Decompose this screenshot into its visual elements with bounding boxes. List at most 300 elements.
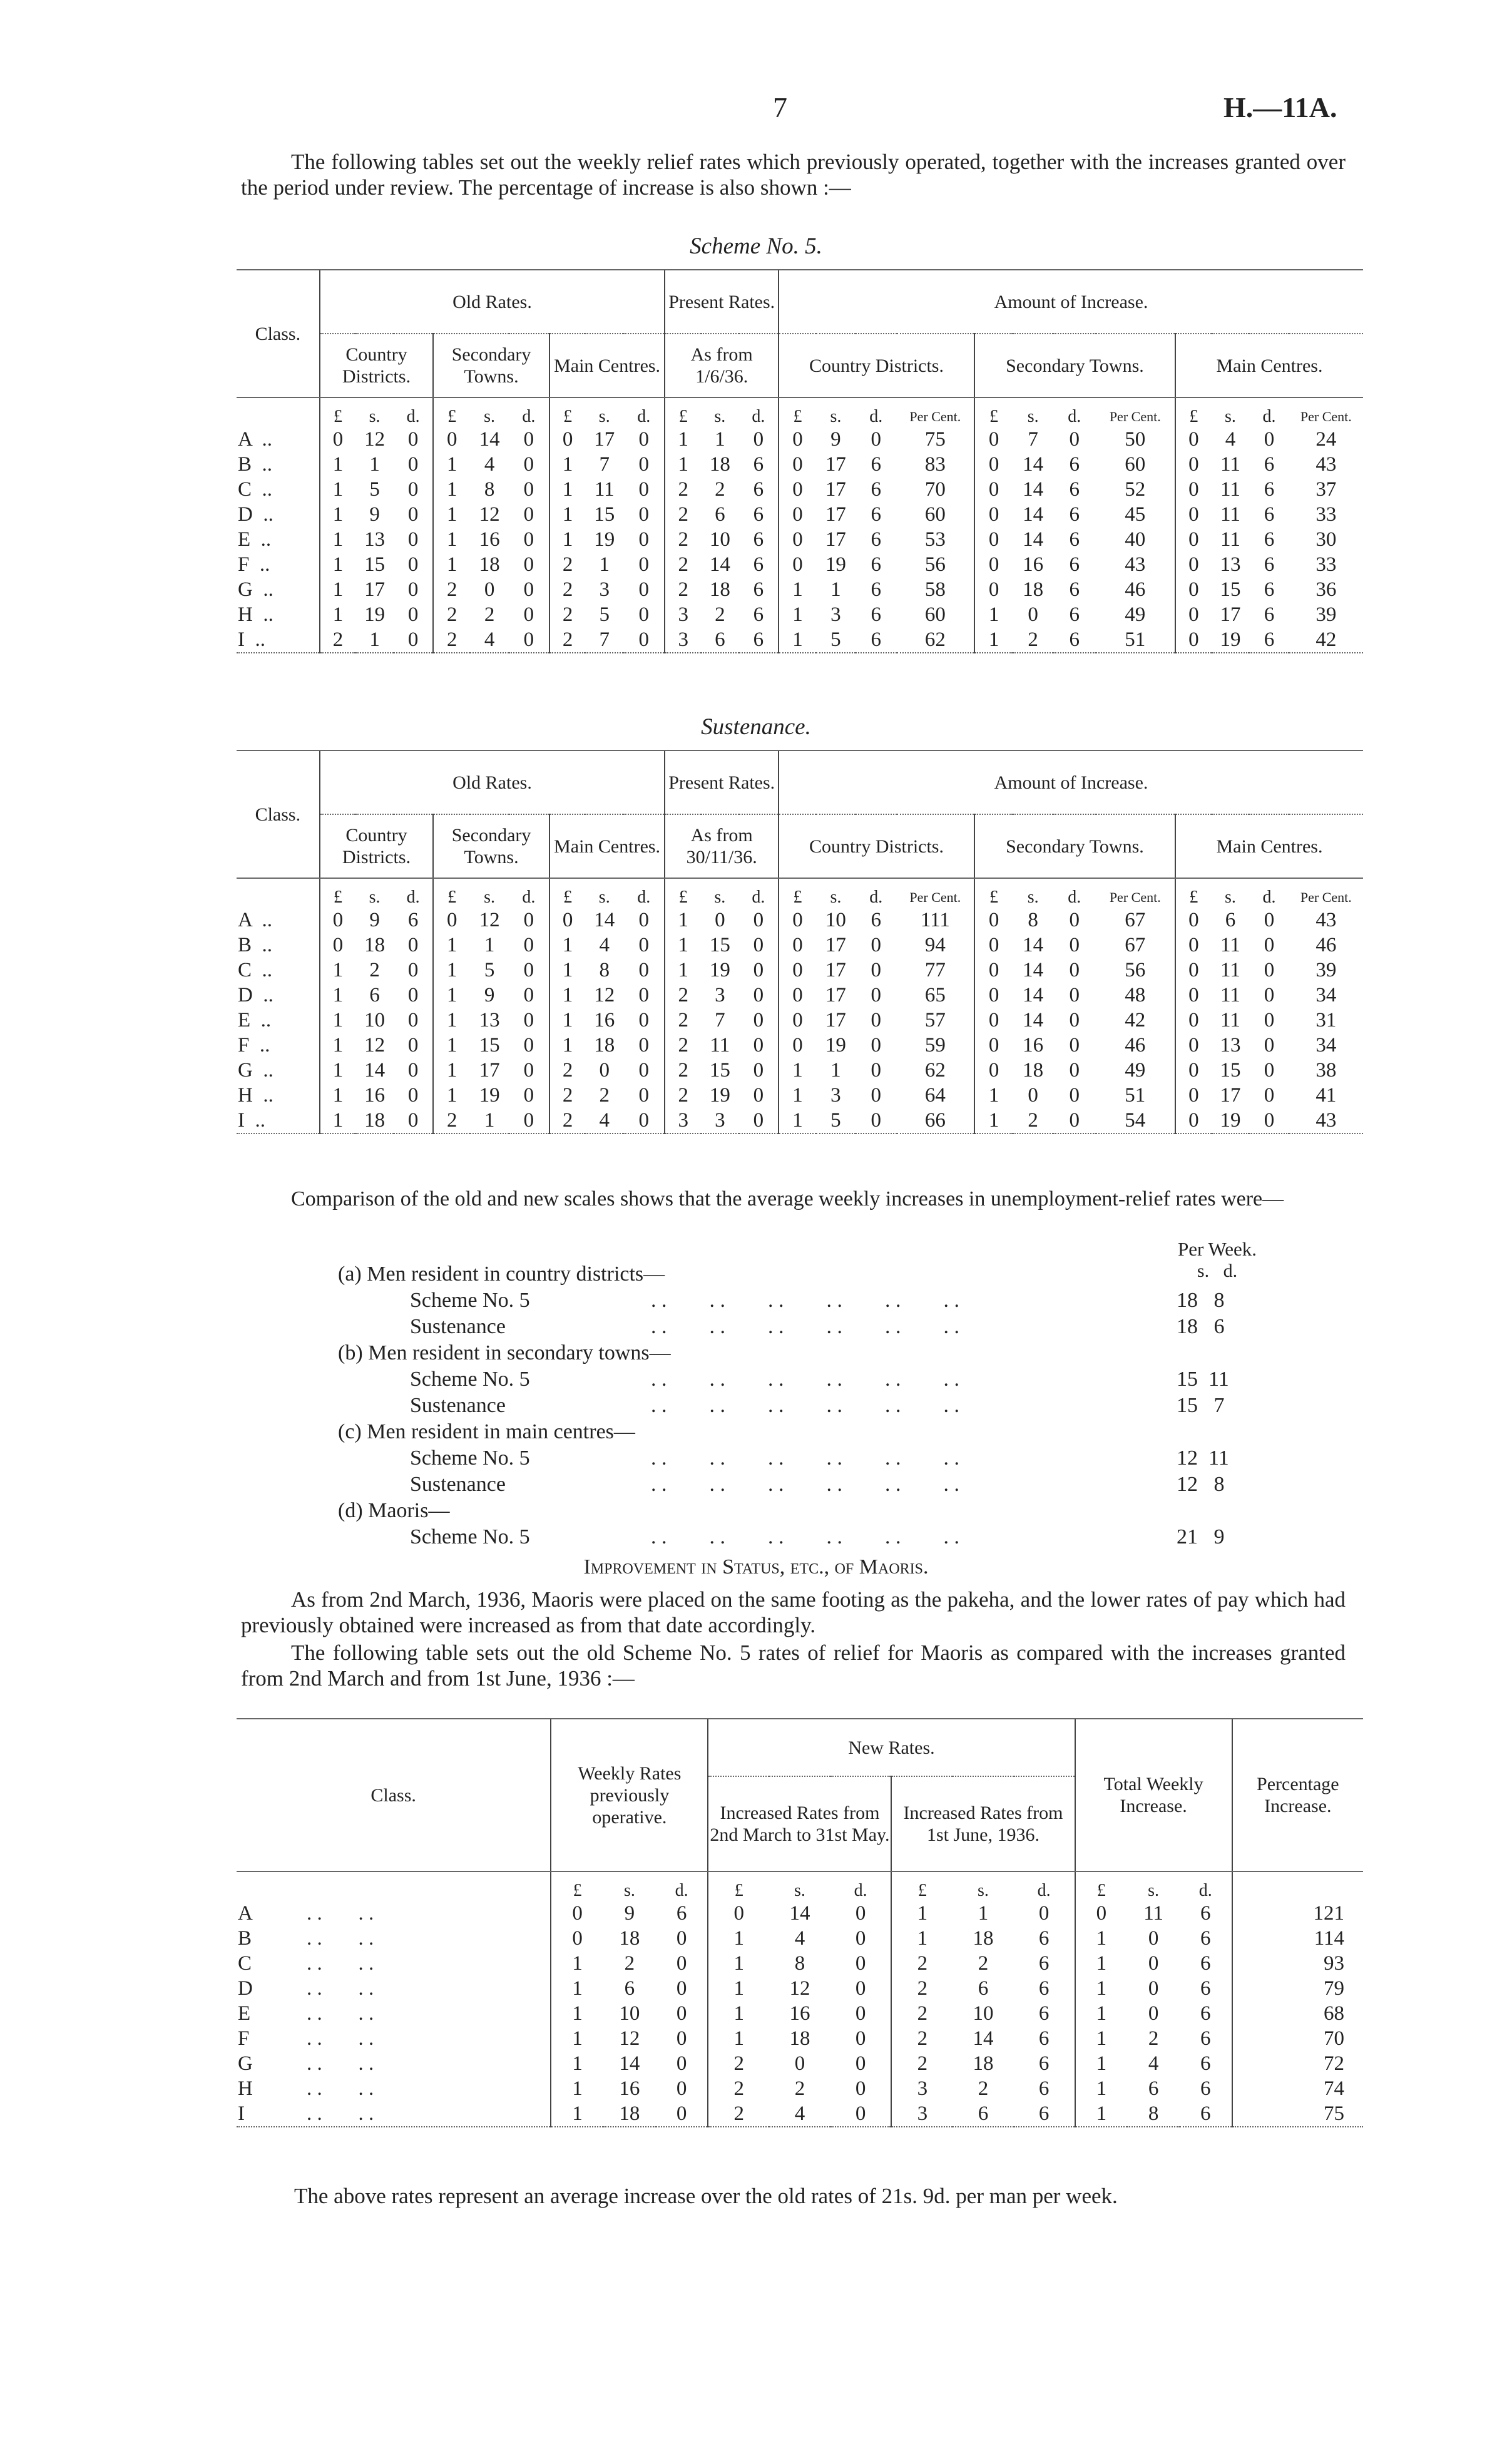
shilling-unit: s. <box>978 1881 989 1900</box>
money-cell: 13 <box>1220 1034 1241 1057</box>
percent-unit: Per Cent. <box>909 889 961 905</box>
comparison-value: 12 11 <box>1177 1446 1229 1470</box>
money-cell: 1 <box>320 502 356 527</box>
pence-unit: d. <box>637 407 651 426</box>
percent-cell: 42 <box>1125 1009 1146 1031</box>
money-cell: 0 <box>1175 933 1212 958</box>
money-cell: 1 <box>665 452 701 477</box>
money-cell: 6 <box>1264 603 1275 626</box>
table-row <box>237 983 1363 1008</box>
money-cell: 5 <box>816 1108 856 1134</box>
money-cell: 0 <box>638 1034 649 1057</box>
money-cell: 1 <box>355 627 394 653</box>
money-cell: 2 <box>978 2077 989 2100</box>
money-cell: 0 <box>320 427 356 452</box>
comparison-line <box>338 1498 1277 1524</box>
money-cell: 3 <box>665 627 701 653</box>
class-letter: E <box>238 528 251 551</box>
money-cell: 6 <box>1249 627 1289 653</box>
leader-dots: . . . . <box>307 2102 374 2125</box>
percent-unit: Per Cent. <box>1109 409 1161 424</box>
document-reference: H.—11A. <box>1223 91 1337 123</box>
money-cell: 0 <box>1175 958 1212 983</box>
header-row <box>237 334 1363 397</box>
percent-cell: 75 <box>924 428 946 451</box>
money-cell: 11 <box>1220 453 1240 476</box>
money-cell: 6 <box>1264 578 1275 601</box>
money-cell: 2 <box>433 1108 470 1134</box>
money-cell: 0 <box>638 959 649 981</box>
money-cell: 0 <box>753 1059 764 1082</box>
money-cell: 1 <box>779 602 816 627</box>
old-main-header: Main Centres. <box>549 814 665 878</box>
money-cell: 14 <box>789 1902 810 1925</box>
sd-label: s. d. <box>1197 1261 1238 1281</box>
money-cell: 2 <box>665 577 701 602</box>
money-cell: 18 <box>1023 1059 1044 1082</box>
money-cell: 10 <box>364 1009 386 1031</box>
money-cell: 12 <box>789 1977 810 2000</box>
money-cell: 6 <box>871 453 882 476</box>
money-cell: 14 <box>1023 478 1044 501</box>
class-letter: B <box>238 453 252 476</box>
shilling-unit: s. <box>369 407 381 426</box>
money-cell: 0 <box>523 603 534 626</box>
comparison-value: 18 6 <box>1177 1315 1225 1338</box>
percent-cell: 46 <box>1315 934 1337 956</box>
money-cell: 3 <box>599 578 610 601</box>
money-cell: 1 <box>665 908 701 933</box>
money-cell: 0 <box>779 527 816 552</box>
as-from-header: As from 1/6/36. <box>665 334 779 397</box>
money-cell: 0 <box>974 983 1013 1008</box>
money-cell: 1 <box>320 1058 356 1083</box>
money-cell: 0 <box>599 1059 610 1082</box>
class-label <box>237 602 320 627</box>
comparison-line <box>338 1445 1277 1471</box>
money-cell: 11 <box>1220 478 1240 501</box>
money-cell: 14 <box>1023 528 1044 551</box>
money-cell: 1 <box>320 452 356 477</box>
money-cell: 3 <box>830 1084 841 1107</box>
money-cell: 0 <box>509 1108 549 1134</box>
leader-dots: .. <box>252 428 273 451</box>
shilling-unit: s. <box>598 407 610 426</box>
money-cell: 0 <box>1175 602 1212 627</box>
money-cell: 0 <box>871 1034 882 1057</box>
money-cell: 0 <box>638 1059 649 1082</box>
percent-cell: 66 <box>897 1108 974 1134</box>
money-cell: 6 <box>1225 909 1236 931</box>
inc-secondary-header: Secondary Towns. <box>974 814 1175 878</box>
money-cell: 0 <box>320 908 356 933</box>
money-cell: 18 <box>355 1108 394 1134</box>
money-cell: 6 <box>1069 578 1080 601</box>
percent-cell: 60 <box>924 503 946 526</box>
money-cell: 17 <box>825 934 846 956</box>
leader-dots: .. <box>250 528 272 551</box>
money-cell: 6 <box>701 627 739 653</box>
percent-cell: 34 <box>1315 1034 1337 1057</box>
class-letter: I <box>238 628 245 651</box>
money-cell: 2 <box>708 2076 769 2101</box>
money-cell: 1 <box>1075 2051 1128 2076</box>
money-cell: 7 <box>585 627 623 653</box>
class-label <box>237 958 320 983</box>
money-cell: 0 <box>638 603 649 626</box>
money-cell: 0 <box>1069 1034 1080 1057</box>
money-cell: 14 <box>1023 959 1044 981</box>
money-cell: 0 <box>794 2052 805 2075</box>
old-secondary-header: Secondary Towns. <box>433 334 549 397</box>
money-cell: 0 <box>407 1084 419 1107</box>
money-cell: 14 <box>594 909 615 931</box>
money-cell: 1 <box>484 934 495 956</box>
money-cell: 0 <box>871 1059 882 1082</box>
money-cell: 2 <box>665 477 701 502</box>
maori-rates-table <box>237 1718 1363 2127</box>
money-cell: 0 <box>638 453 649 476</box>
money-cell: 1 <box>665 933 701 958</box>
percent-cell: 72 <box>1232 2051 1363 2076</box>
money-cell: 19 <box>364 603 386 626</box>
money-cell: 1 <box>974 1083 1013 1108</box>
money-cell: 6 <box>1014 2101 1075 2127</box>
money-cell: 12 <box>619 2027 640 2050</box>
money-cell: 17 <box>364 578 386 601</box>
leader-dots: . . . . <box>307 1952 374 1975</box>
pound-unit: £ <box>708 1871 769 1901</box>
shilling-unit: s. <box>794 1881 805 1900</box>
pound-unit: £ <box>433 397 470 427</box>
class-letter: E <box>238 2002 251 2025</box>
money-cell: 6 <box>753 553 764 576</box>
money-cell: 6 <box>1069 603 1080 626</box>
shilling-unit: s. <box>623 1881 635 1900</box>
leader-dots: .. <box>252 1059 273 1082</box>
class-label <box>237 1926 551 1951</box>
leader-dots: .. <box>250 1009 272 1031</box>
inc-country-header: Country Districts. <box>779 814 974 878</box>
money-cell: 4 <box>599 934 610 956</box>
money-cell: 0 <box>753 984 764 1006</box>
increase-header: Amount of Increase. <box>779 270 1363 334</box>
money-cell: 5 <box>816 627 856 653</box>
comparison-line <box>338 1524 1277 1550</box>
new-rates-header: New Rates. <box>708 1719 1075 1776</box>
shilling-unit: s. <box>484 407 496 426</box>
money-cell: 0 <box>1175 1083 1212 1108</box>
money-cell: 6 <box>1038 2052 1050 2075</box>
money-cell: 1 <box>433 1058 470 1083</box>
money-cell: 3 <box>701 1108 739 1134</box>
money-cell: 12 <box>364 1034 386 1057</box>
table-row <box>237 958 1363 983</box>
class-letter: I <box>238 1109 245 1132</box>
money-cell: 2 <box>978 1952 989 1975</box>
money-cell: 0 <box>974 452 1013 477</box>
money-cell: 2 <box>549 1058 586 1083</box>
shilling-unit: s. <box>1224 888 1236 907</box>
money-cell: 0 <box>638 909 649 931</box>
comparison-line <box>338 1314 1277 1340</box>
class-letter: A <box>238 1902 253 1925</box>
money-cell: 0 <box>1175 427 1212 452</box>
money-cell: 15 <box>364 553 386 576</box>
leader-dots: . . . . . . . . . . . . <box>651 1446 959 1470</box>
percent-cell: 48 <box>1125 984 1146 1006</box>
money-cell: 0 <box>551 1901 603 1926</box>
money-cell: 1 <box>551 2076 603 2101</box>
money-cell: 0 <box>974 427 1013 452</box>
leader-dots: .. <box>252 984 273 1006</box>
percent-cell: 34 <box>1315 984 1337 1006</box>
money-cell: 0 <box>1264 1059 1275 1082</box>
money-cell: 0 <box>1069 428 1080 451</box>
money-cell: 17 <box>1220 1084 1241 1107</box>
money-cell: 0 <box>871 984 882 1006</box>
pound-unit: £ <box>779 397 816 427</box>
shilling-unit: s. <box>484 888 496 907</box>
money-cell: 0 <box>1069 1059 1080 1082</box>
money-cell: 2 <box>549 552 586 577</box>
money-cell: 1 <box>665 427 701 452</box>
money-cell: 0 <box>320 933 356 958</box>
shilling-unit: s. <box>830 888 842 907</box>
money-cell: 0 <box>974 1008 1013 1033</box>
leader-dots: .. <box>245 1109 265 1132</box>
money-cell: 0 <box>974 908 1013 933</box>
leader-dots: .. <box>252 934 273 956</box>
pence-unit: d. <box>869 888 883 907</box>
leader-dots: . . . . <box>307 1902 374 1925</box>
money-cell: 6 <box>624 1977 635 2000</box>
pound-unit: £ <box>974 397 1013 427</box>
money-cell: 15 <box>1220 578 1241 601</box>
money-cell: 6 <box>953 2101 1014 2127</box>
shilling-unit: s. <box>1027 407 1039 426</box>
money-cell: 11 <box>594 478 615 501</box>
money-cell: 4 <box>1225 428 1236 451</box>
comparison-label: Scheme No. 5 <box>410 1525 530 1548</box>
money-cell: 1 <box>320 577 356 602</box>
inc-main-header: Main Centres. <box>1175 814 1363 878</box>
shilling-unit: s. <box>714 888 726 907</box>
money-cell: 1 <box>779 577 816 602</box>
money-cell: 1 <box>974 627 1013 653</box>
money-cell: 14 <box>479 428 500 451</box>
class-label <box>237 1033 320 1058</box>
class-label <box>237 477 320 502</box>
money-cell: 1 <box>433 477 470 502</box>
comparison-label: (a) Men resident in country districts— <box>338 1262 665 1286</box>
leader-dots: .. <box>252 1084 273 1107</box>
percent-cell: 56 <box>1125 959 1146 981</box>
percent-cell: 43 <box>1315 909 1337 931</box>
money-cell: 2 <box>891 2051 953 2076</box>
money-cell: 6 <box>871 553 882 576</box>
table-row <box>237 627 1363 653</box>
money-cell: 16 <box>1023 553 1044 576</box>
money-cell: 0 <box>1175 1108 1212 1134</box>
table1-caption: Scheme No. 5. <box>690 233 822 259</box>
maori-para2: The following table sets out the old Scheme No. 5 rates of relief for Maoris as compared with the increases granted from 2nd March and from 1st June, 1936 :— <box>241 1640 1346 1691</box>
money-cell: 19 <box>1212 1108 1250 1134</box>
class-letter: F <box>238 2027 250 2050</box>
money-cell: 6 <box>856 627 897 653</box>
table-row <box>237 477 1363 502</box>
money-cell: 11 <box>1220 1009 1240 1031</box>
table-row <box>237 452 1363 477</box>
money-cell: 6 <box>871 909 882 931</box>
money-cell: 0 <box>407 1059 419 1082</box>
money-cell: 6 <box>1200 2052 1211 2075</box>
money-cell: 11 <box>1220 959 1240 981</box>
pound-unit: £ <box>433 878 470 908</box>
header-row <box>237 270 1363 334</box>
money-cell: 1 <box>433 958 470 983</box>
units-row <box>237 397 1363 427</box>
money-cell: 2 <box>665 1008 701 1033</box>
pence-unit: d. <box>1037 1881 1051 1900</box>
money-cell: 11 <box>1220 984 1240 1006</box>
money-cell: 0 <box>407 1034 419 1057</box>
money-cell: 1 <box>320 1008 356 1033</box>
money-cell: 0 <box>715 909 725 931</box>
pound-unit: £ <box>320 397 356 427</box>
money-cell: 6 <box>1264 503 1275 526</box>
money-cell: 11 <box>1220 528 1240 551</box>
percent-cell: 74 <box>1232 2076 1363 2101</box>
money-cell: 0 <box>779 933 816 958</box>
percent-cell: 49 <box>1125 1059 1146 1082</box>
money-cell: 0 <box>523 1084 534 1107</box>
money-cell: 14 <box>364 1059 386 1082</box>
pound-unit: £ <box>665 878 701 908</box>
percent-cell: 93 <box>1232 1951 1363 1976</box>
money-cell: 6 <box>1264 553 1275 576</box>
percent-cell: 30 <box>1315 528 1337 551</box>
money-cell: 0 <box>407 934 419 956</box>
money-cell: 0 <box>974 552 1013 577</box>
money-cell: 3 <box>715 984 725 1006</box>
class-letter: H <box>238 603 253 626</box>
class-letter: F <box>238 553 250 576</box>
money-cell: 0 <box>1264 1084 1275 1107</box>
money-cell: 0 <box>753 1009 764 1031</box>
money-cell: 0 <box>739 1108 779 1134</box>
pence-unit: d. <box>869 407 883 426</box>
money-cell: 1 <box>599 553 610 576</box>
leader-dots: .. <box>252 603 273 626</box>
money-cell: 9 <box>369 503 380 526</box>
table-row <box>237 552 1363 577</box>
table-row <box>237 1083 1363 1108</box>
money-cell: 8 <box>484 478 495 501</box>
percent-unit: Per Cent. <box>1300 889 1352 905</box>
money-cell: 14 <box>1023 984 1044 1006</box>
pence-unit: d. <box>1068 888 1081 907</box>
money-cell: 17 <box>825 453 846 476</box>
header-row <box>237 750 1363 814</box>
total-increase-header: Total Weekly Increase. <box>1075 1719 1232 1871</box>
money-cell: 5 <box>599 603 610 626</box>
pound-unit: £ <box>549 878 586 908</box>
comparison-label: (b) Men resident in secondary towns— <box>338 1341 671 1364</box>
money-cell: 2 <box>665 983 701 1008</box>
money-cell: 2 <box>549 602 586 627</box>
money-cell: 0 <box>523 453 534 476</box>
leader-dots: . . . . <box>307 2002 374 2025</box>
money-cell: 0 <box>407 603 419 626</box>
class-header: Class. <box>237 750 320 878</box>
comparison-intro: Comparison of the old and new scales shows that the average weekly increases in unemployment-relief rates were— <box>291 1187 1284 1210</box>
money-cell: 18 <box>709 453 730 476</box>
comparison-line <box>338 1340 1277 1366</box>
money-cell: 11 <box>710 1034 730 1057</box>
money-cell: 6 <box>407 909 419 931</box>
leader-dots: . . . . <box>307 2027 374 2050</box>
money-cell: 17 <box>825 478 846 501</box>
money-cell: 14 <box>1023 1009 1044 1031</box>
money-cell: 12 <box>479 909 500 931</box>
money-cell: 16 <box>619 2077 640 2100</box>
money-cell: 2 <box>624 1952 635 1975</box>
money-cell: 0 <box>433 427 470 452</box>
class-label <box>237 2076 551 2101</box>
money-cell: 12 <box>594 984 615 1006</box>
money-cell: 6 <box>1069 453 1080 476</box>
money-cell: 18 <box>709 578 730 601</box>
money-cell: 12 <box>364 428 386 451</box>
table-row <box>237 1926 1363 1951</box>
table-row <box>237 527 1363 552</box>
money-cell: 1 <box>779 627 816 653</box>
money-cell: 14 <box>1023 453 1044 476</box>
percent-cell: 70 <box>1232 2026 1363 2051</box>
percent-cell: 40 <box>1125 528 1146 551</box>
money-cell: 0 <box>974 527 1013 552</box>
money-cell: 0 <box>1069 909 1080 931</box>
money-cell: 6 <box>369 984 380 1006</box>
leader-dots: . . . . . . . . . . . . <box>651 1394 959 1417</box>
percent-cell: 70 <box>924 478 946 501</box>
money-cell: 10 <box>973 2002 994 2025</box>
money-cell: 8 <box>1028 909 1038 931</box>
class-letter: C <box>238 478 252 501</box>
class-header: Class. <box>237 270 320 397</box>
class-label <box>237 2101 551 2127</box>
class-letter: F <box>238 1034 250 1057</box>
table-row <box>237 602 1363 627</box>
money-cell: 10 <box>825 909 846 931</box>
money-cell: 1 <box>433 527 470 552</box>
money-cell: 7 <box>1028 428 1038 451</box>
money-cell: 16 <box>364 1084 386 1107</box>
money-cell: 17 <box>825 1009 846 1031</box>
money-cell: 2 <box>599 1084 610 1107</box>
money-cell: 0 <box>523 478 534 501</box>
money-cell: 0 <box>1264 959 1275 981</box>
money-cell: 1 <box>433 1083 470 1108</box>
money-cell: 2 <box>891 1951 953 1976</box>
money-cell: 18 <box>364 934 386 956</box>
shilling-unit: s. <box>714 407 726 426</box>
money-cell: 0 <box>676 2027 687 2050</box>
pence-unit: d. <box>522 407 536 426</box>
money-cell: 0 <box>1038 1902 1050 1925</box>
money-cell: 6 <box>753 478 764 501</box>
